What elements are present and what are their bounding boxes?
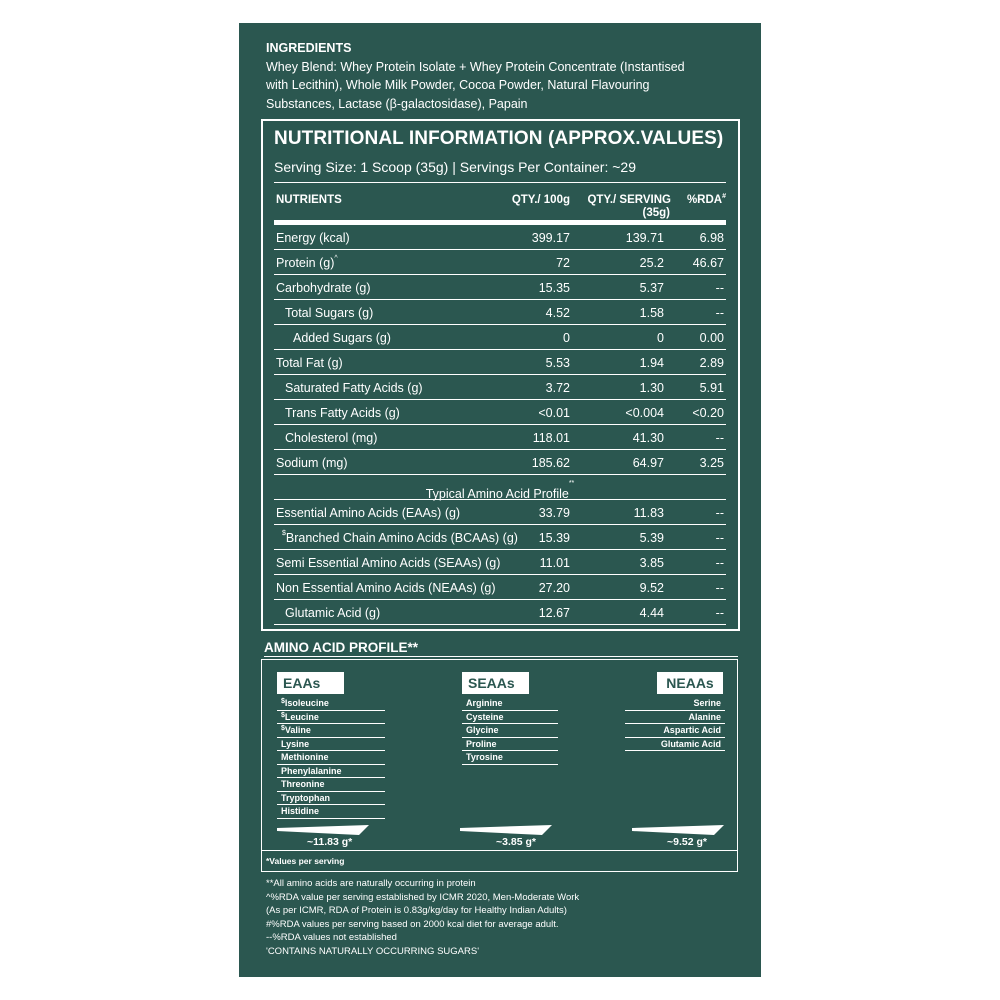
nutrient-name: Total Fat (g) [276,356,343,370]
amino-subheading: Typical Amino Acid Profile** [274,475,726,500]
qty-per-serving: 3.85 [639,556,664,570]
amino-acid-item: Alanine [625,711,725,725]
amino-acid-item: Methionine [277,751,385,765]
neaas-total: ~9.52 g* [667,836,707,848]
divider [262,850,737,851]
qty-per-100g: 399.17 [531,231,570,245]
table-row [274,275,726,300]
nutrient-name: Added Sugars (g) [293,331,391,345]
rda-value: -- [715,306,724,320]
footnote: 'CONTAINS NATURALLY OCCURRING SUGARS' [266,945,480,957]
qty-per-serving: 11.83 [633,506,664,520]
qty-per-100g: 15.35 [538,281,570,295]
qty-per-100g: 5.53 [545,356,570,370]
nutrient-name: Saturated Fatty Acids (g) [285,381,423,395]
amino-acid-item: Arginine [462,697,558,711]
qty-per-serving: 139.71 [625,231,664,245]
qty-per-serving: 5.39 [639,531,664,545]
seaas-label: SEAAs [462,672,529,694]
table-row [274,300,726,325]
header-nutrients: NUTRIENTS [276,194,342,206]
rda-value: 3.25 [699,456,724,470]
qty-per-100g: 118.01 [532,431,570,445]
table-row [274,325,726,350]
amino-acid-item: Glutamic Acid [625,738,725,752]
footnote: (As per ICMR, RDA of Protein is 0.83g/kg/day for Healthy Indian Adults) [266,905,567,916]
nutrient-name: Sodium (mg) [276,456,348,470]
qty-per-100g: 72 [556,256,570,270]
qty-per-100g: 33.79 [538,506,570,520]
qty-per-serving: 1.58 [639,306,664,320]
amino-acid-item: Proline [462,738,558,752]
eaas-column [277,672,385,819]
amino-acid-item: Glycine [462,724,558,738]
amino-acid-item: Histidine [277,805,385,819]
amino-acid-item: Serine [625,697,725,711]
ingredients-line: Whey Blend: Whey Protein Isolate + Whey Protein Concentrate (Instantised [266,59,685,74]
qty-per-serving: 9.52 [639,581,664,595]
qty-per-serving: 41.30 [632,431,664,445]
amino-acid-item: Lysine [277,738,385,752]
amino-acid-item: Tyrosine [462,751,558,765]
table-row [274,525,726,550]
rda-value: -- [715,431,724,445]
qty-per-serving: 1.30 [639,381,664,395]
qty-per-100g: <0.01 [538,406,570,420]
qty-per-100g: 11.01 [539,556,570,570]
amino-acid-item: Threonine [277,778,385,792]
nutrient-name: Trans Fatty Acids (g) [285,406,400,420]
amino-acid-item: $Isoleucine [277,697,385,711]
footnote: #%RDA values per serving based on 2000 kcal diet for average adult. [266,918,559,930]
table-row [274,575,726,600]
eaas-total: ~11.83 g* [307,836,353,848]
nutrient-name: Essential Amino Acids (EAAs) (g) [276,506,461,520]
nutrient-name: Cholesterol (mg) [285,431,378,445]
header-per-serving: QTY./ SERVING (35g) [587,194,671,219]
qty-per-100g: 185.62 [531,456,570,470]
table-row [274,425,726,450]
qty-per-100g: 15.39 [538,531,570,545]
qty-per-serving: 0 [657,331,664,345]
divider [274,182,726,183]
seaas-total-wedge [460,825,550,835]
amino-acid-item: Cysteine [462,711,558,725]
header-per-100g: QTY./ 100g [511,194,570,206]
qty-per-100g: 0 [563,331,570,345]
rda-value: -- [715,581,724,595]
rda-value: 6.98 [699,231,724,245]
ingredients-title: INGREDIENTS [266,41,352,55]
neaas-label: NEAAs [657,672,723,694]
amino-profile-box [261,659,738,872]
table-row [274,350,726,375]
qty-per-serving: 1.94 [639,356,664,370]
nutrient-name: Protein (g)^ [276,255,338,270]
table-row [274,600,726,625]
header-rda: %RDA# [686,193,726,206]
qty-per-100g: 3.72 [545,381,570,395]
footnote: **All amino acids are naturally occurring in protein [266,878,476,889]
ingredients-line: Substances, Lactase (β-galactosidase), Papain [266,96,528,111]
qty-per-serving: 64.97 [632,456,664,470]
nutrient-name: Glutamic Acid (g) [285,606,381,620]
rda-value: 46.67 [692,256,724,270]
rda-value: <0.20 [692,406,724,420]
qty-per-serving: 25.2 [639,256,664,270]
amino-acid-item: Aspartic Acid [625,724,725,738]
qty-per-100g: 27.20 [538,581,570,595]
nutrient-name: $Branched Chain Amino Acids (BCAAs) (g) [282,530,518,545]
qty-per-serving: 5.37 [639,281,664,295]
ingredients-section [266,39,736,113]
table-row [274,400,726,425]
neaas-column [625,672,725,751]
label-panel [239,23,761,977]
table-row [274,550,726,575]
rda-value: -- [715,281,724,295]
rda-value: -- [715,606,724,620]
eaas-label: EAAs [277,672,344,694]
qty-per-serving: 4.44 [639,606,664,620]
amino-acid-item: Tryptophan [277,792,385,806]
amino-profile-heading: AMINO ACID PROFILE** [264,640,419,655]
table-row [274,375,726,400]
neaas-total-wedge [632,825,722,835]
rda-value: -- [715,531,724,545]
eaas-total-wedge [277,825,367,835]
amino-acid-item: $Leucine [277,711,385,725]
table-row [274,250,726,275]
nutrient-name: Carbohydrate (g) [276,281,371,295]
footnote: --%RDA values not established [266,932,397,943]
nutrient-name: Energy (kcal) [276,231,350,245]
table-row [274,225,726,250]
nutrient-name: Semi Essential Amino Acids (SEAAs) (g) [276,556,501,570]
seaas-column [462,672,558,765]
table-row [274,450,726,475]
qty-per-serving: <0.004 [625,406,664,420]
rda-value: -- [715,556,724,570]
rda-value: 5.91 [699,381,724,395]
rda-value: 2.89 [699,356,724,370]
table-header [274,186,726,225]
rda-value: -- [715,506,724,520]
amino-acid-item: $Valine [277,724,385,738]
nutrition-facts-box [261,119,740,631]
footnote: ^%RDA value per serving established by ICMR 2020, Men-Moderate Work [266,891,580,903]
rda-value: 0.00 [699,331,724,345]
ingredients-line: with Lecithin), Whole Milk Powder, Cocoa Powder, Natural Flavouring [266,78,650,92]
nutrition-title: NUTRITIONAL INFORMATION (APPROX.VALUES) [274,128,724,149]
serving-info: Serving Size: 1 Scoop (35g) | Servings Per Container: ~29 [274,159,636,175]
divider [264,656,738,657]
table-row [274,500,726,525]
per-serving-note: *Values per serving [266,856,345,866]
seaas-total: ~3.85 g* [496,836,536,848]
amino-acid-item: Phenylalanine [277,765,385,779]
nutrient-name: Total Sugars (g) [285,306,374,320]
footnotes [266,877,579,958]
nutrient-name: Non Essential Amino Acids (NEAAs) (g) [276,581,496,595]
qty-per-100g: 12.67 [538,606,570,620]
qty-per-100g: 4.52 [545,306,570,320]
nutrition-table [274,186,726,625]
